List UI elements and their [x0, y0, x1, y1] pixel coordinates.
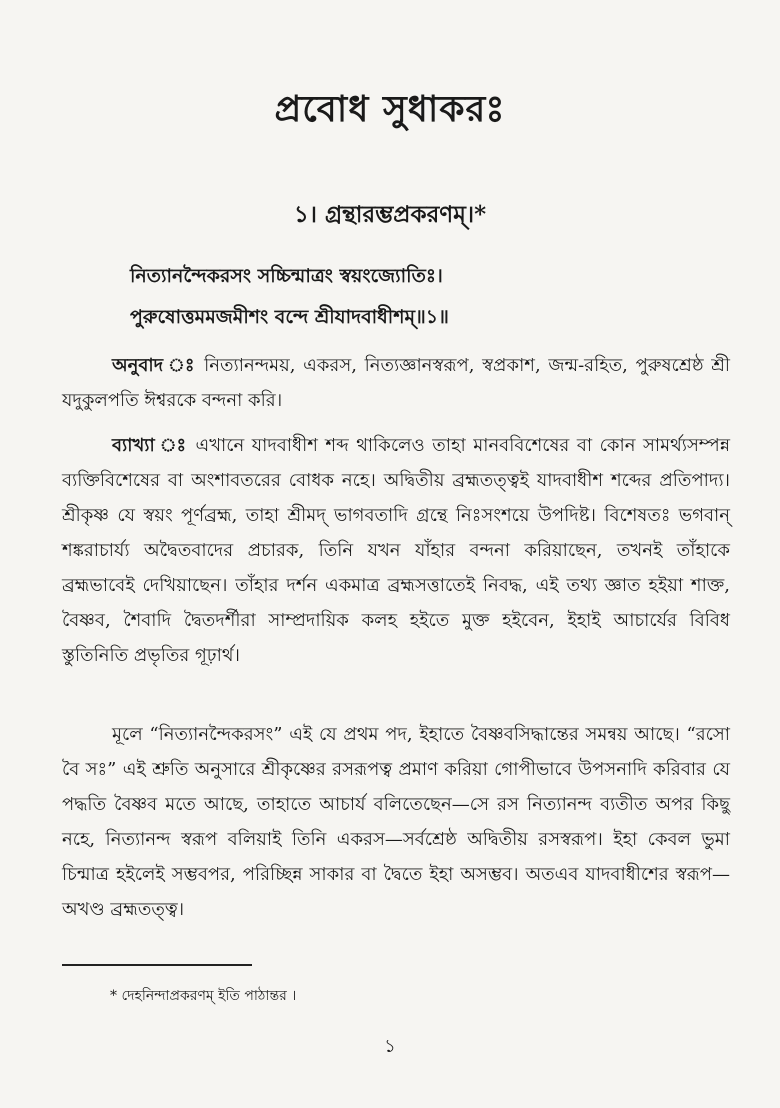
footnote: * দেহনিন্দাপ্রকরণম্ ইতি পাঠান্তর ।	[110, 988, 297, 1004]
translation-paragraph	[62, 348, 730, 418]
verse-line-2: পুরুষোত্তমমজমীশং বন্দে শ্রীযাদবাধীশম্॥১॥	[130, 306, 449, 328]
chapter-heading: ১। গ্রন্থারম্ভপ্রকরণম্।*	[293, 201, 487, 228]
translation-text: নিত্যানন্দময়, একরস, নিত্যজ্ঞানস্বরূপ, স্বপ্রকাশ, জন্ম-রহিত, পুরুষশ্রেষ্ঠ শ্রী যদুকুলপতি ঈশ্বরকে বন্দনা করি।	[62, 355, 730, 411]
explanation-text: এখানে যাদবাধীশ শব্দ থাকিলেও তাহা মানববিশেষের বা কোন সামর্থ্যসম্পন্ন ব্যক্তিবিশেষের বা অংশাবতরের বোধক নহে। অদ্বিতীয় ব্রহ্মতত্ত্বই যাদবাধীশ শব্দের প্রতিপাদ্য। শ্রীকৃষ্ণ যে স্বয়ং পূর্ণব্রহ্ম, তাহা শ্রীমদ্ ভাগবতাদি গ্রন্থে নিঃসংশয়ে উপদিষ্ট। বিশেষতঃ ভগবান্ শঙ্করাচার্য্য অদ্বৈতবাদের প্রচারক, তিনি যখন যাঁহার বন্দনা করিয়াছেন, তখনই তাঁহাকে ব্রহ্মভাবেই দেখিয়াছেন। তাঁহার দর্শন একমাত্র ব্রহ্মসত্তাতেই নিবদ্ধ, এই তথ্য জ্ঞাত হইয়া শাক্ত, বৈষ্ণব, শৈবাদি দ্বৈতদর্শীরা সাম্প্রদায়িক কলহ হইতে মুক্ত হইবেন, ইহাই আচার্যের বিবিধ স্তুতিনিতি প্রভৃতির গূঢ়ার্থ।	[62, 435, 730, 666]
page-number: ১	[384, 1036, 396, 1057]
verse-line-1: নিত্যানন্দৈকরসং সচ্চিন্মাত্রং স্বয়ংজ্যোতিঃ।	[130, 265, 443, 287]
page-title: প্রবোধ সুধাকরঃ	[274, 88, 506, 130]
footnote-divider	[62, 964, 252, 966]
explanation-paragraph	[62, 428, 730, 673]
commentary-paragraph: মূলে “নিত্যানন্দৈকরসং” এই যে প্রথম পদ, ইহাতে বৈষ্ণবসিদ্ধান্তের সমন্বয় আছে। “রসো বৈ সঃ” এই শ্রুতি অনুসারে শ্রীকৃষ্ণের রসরূপত্ব প্রমাণ করিয়া গোপীভাবে উপসনাদি করিবার যে পদ্ধতি বৈষ্ণব মতে আছে, তাহাতে আচার্য বলিতেছেন—সে রস নিত্যানন্দ ব্যতীত অপর কিছু নহে, নিত্যানন্দ স্বরূপ বলিয়াই তিনি একরস—সর্বশ্রেষ্ঠ অদ্বিতীয় রসস্বরূপ। ইহা কেবল ভুমা চিন্মাত্র হইলেই সম্ভবপর, পরিচ্ছিন্ন সাকার বা দ্বৈতে ইহা অসম্ভব। অতএব যাদবাধীশের স্বরূপ—অখণ্ড ব্রহ্মতত্ত্ব।	[62, 724, 730, 920]
explanation-label: ব্যাখ্যা ঃ	[112, 435, 188, 456]
translation-label: অনুবাদ ঃ	[112, 355, 197, 376]
